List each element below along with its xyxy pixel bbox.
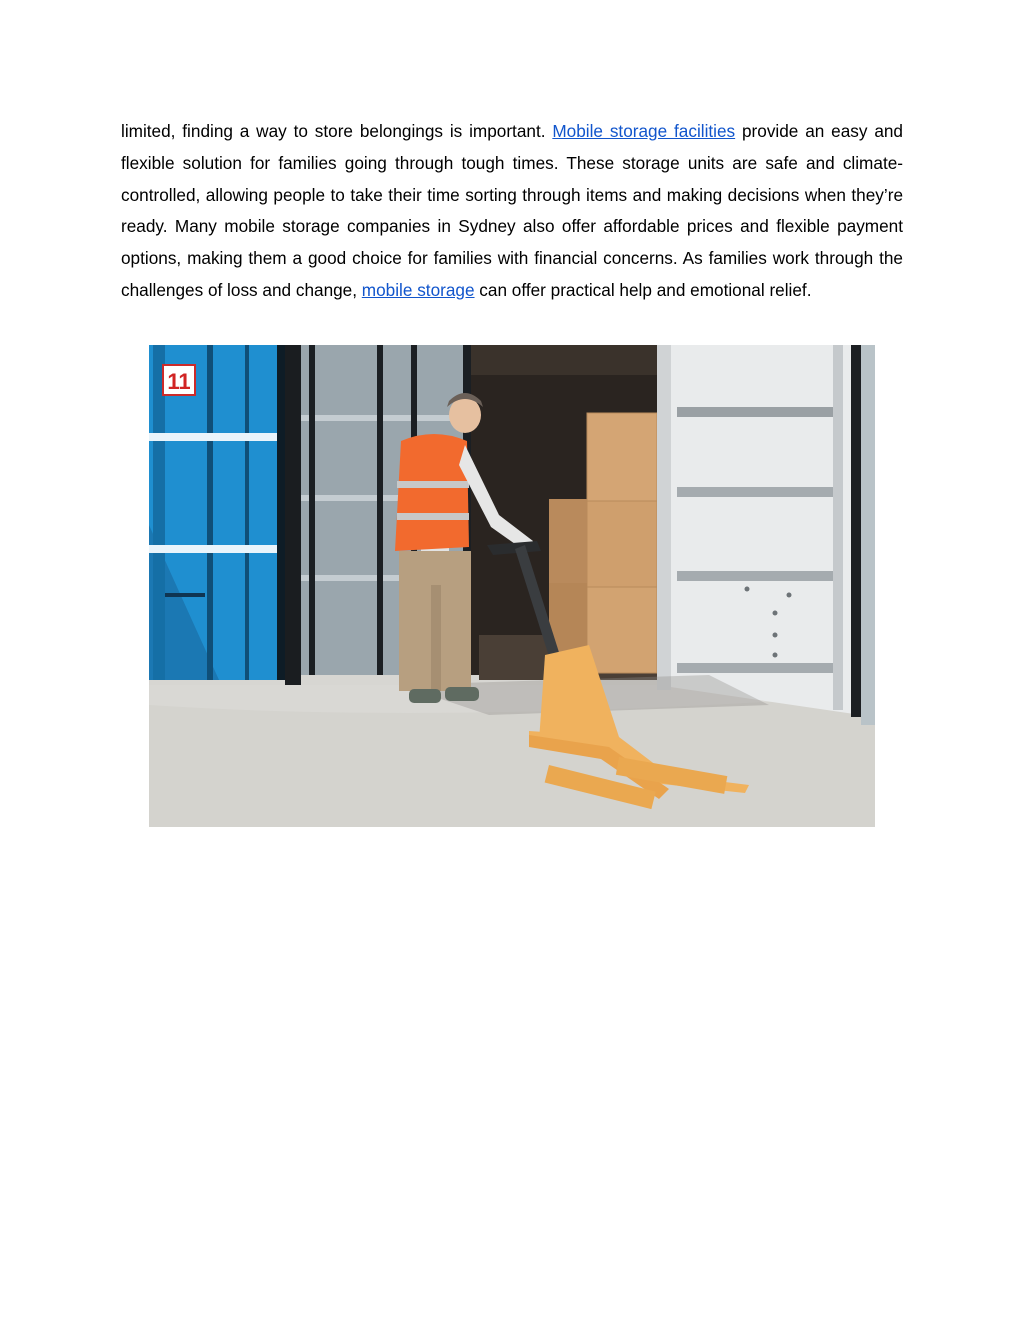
body-paragraph [121,116,903,307]
white-container-door [657,345,861,717]
container-number: 11 [167,369,191,394]
storage-container-photo [149,345,875,827]
paragraph-text-2: provide an easy and flexible solution for families going through tough times. These storage units are safe and climate-controlled, allowing people to take their time sorting through items and making decisions when they’re ready. Many mobile storage companies in Sydney also offer affordable prices and flexible payment options, making them a good choice for families with financial concerns. As families work through the challenges of loss and change, [121,121,903,300]
blue-container [149,345,289,680]
paragraph-text-3: can offer practical help and emotional relief. [474,279,812,300]
link-mobile-storage[interactable]: mobile storage [361,279,475,300]
paragraph-text-1: limited, finding a way to store belongings is important. [121,121,553,141]
link-mobile-storage-facilities[interactable]: Mobile storage facilities [552,121,736,141]
